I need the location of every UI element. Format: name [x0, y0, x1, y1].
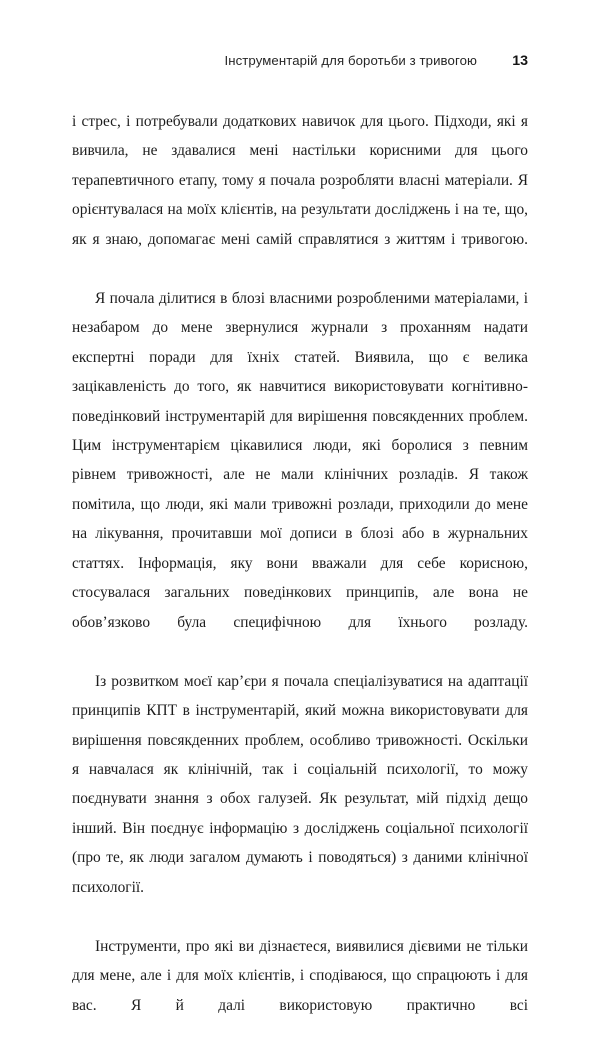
body-text-column — [72, 107, 528, 1050]
body-paragraph-4: Інструменти, про які ви дізнаєтеся, виявилися дієвими не тільки для мене, але і для моїх клієнтів, і сподіваюся, що спрацюють і для вас. Я й далі використовую практично всі — [72, 937, 528, 1014]
running-header-title: Інструментарій для боротьби з тривогою — [224, 53, 477, 68]
running-header — [72, 53, 528, 75]
page-number: 13 — [512, 53, 528, 69]
body-paragraph-2: Я почала ділитися в блозі власними розробленими матеріалами, і незабаром до мене звернулися журнали з проханням надати експертні поради для їхніх статей. Виявила, що є велика зацікавленість до того, як навчитися використовувати когнітивно-поведінковий інструментарій для вирішення повсякденних проблем. Цим інструментарієм цікавилися люди, які боролися з певним рівнем тривожності, але не мали клінічних розладів. Я також помітила, що люди, які мали тривожні розлади, приходили до мене на лікування, прочитавши мої дописи в блозі або в журнальних статтях. Інформація, яку вони вважали для себе корисною, стосувалася загальних поведінкових принципів, але вона не обов’язково була специфічною для їхнього розладу. — [72, 289, 528, 631]
body-paragraph-1: і стрес, і потребували додаткових навичок для цього. Підходи, які я вивчила, не здавалися мені настільки корисними для цього терапевтичного етапу, тому я почала розробляти власні матеріали. Я орієнтувалася на моїх клієнтів, на результати досліджень і на те, що, як я знаю, допомагає мені самій справлятися з життям і тривогою. — [72, 113, 528, 248]
body-paragraph-3: Із розвитком моєї кар’єри я почала спеціалізуватися на адаптації принципів КПТ в інструментарій, який можна використовувати для вирішення повсякденних проблем, особливо тривожності. Оскільки я навчалася як клінічній, так і соціальній психології, то можу поєднувати знання з обох галузей. Як результат, мій підхід дещо інший. Він поєднує інформацію з досліджень соціальної психології (про те, як люди загалом думають і поводяться) з даними клінічної психології. — [72, 672, 528, 896]
